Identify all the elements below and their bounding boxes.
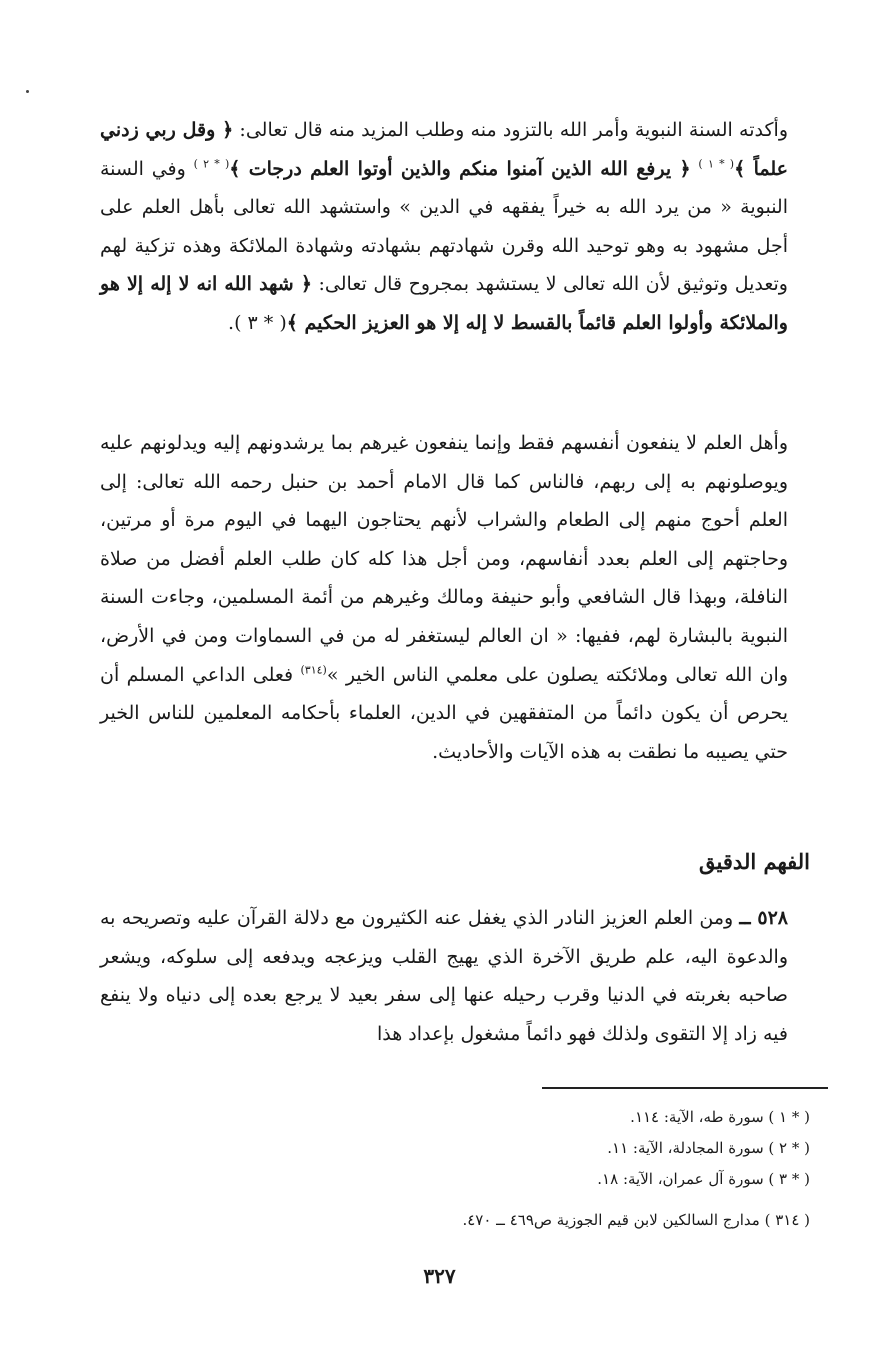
footnote-item: ( * ١ ) سورة طه، الآية: ١١٤. [630,1108,810,1126]
footnote-item: ( * ٢ ) سورة المجادلة، الآية: ١١. [607,1139,810,1157]
footnote-ref: ( * ١ ) [698,157,735,171]
footnote-item: ( ٣١٤ ) مدارج السالكين لابن قيم الجوزية ص٤٦٩ ــ ٤٧٠. [462,1211,810,1229]
margin-dot [26,90,29,93]
footnote-divider [542,1087,828,1089]
footnotes [100,1102,810,1236]
body-text: وفي السنة النبوية « من يرد الله به خيراً يفقهه في الدين » واستشهد الله تعالى بأهل العلم على أجل مشهود به وهو توحيد الله وقرن شهادتهم بشهادته وشهادة الملائكة وهذه تزكية لهم وتعديل وتوثيق لأن الله تعالى لا يستشهد بمجروح قال تعالى: [100,157,788,296]
body-text: وأكدته السنة النبوية وأمر الله بالتزود منه وطلب المزيد منه قال تعالى: [233,119,788,141]
paragraph-intro [100,111,810,343]
footnote-ref: ( * ٣ ). [228,311,287,334]
section-heading: الفهم الدقيق [699,849,810,874]
quran-verse: ﴿ وقل ربي زدني علماً ﴾ [100,119,788,180]
paragraph-number: ٥٢٨ ــ [739,907,788,929]
body-text: فعلى الداعي المسلم أن يحرص أن يكون دائماً من المتفقهين في الدين، العلماء بأحكامه المعلمين للناس الخير حتي يصيبه ما نطقت به هذه الآيات والأحاديث. [100,663,788,763]
body-text: وأهل العلم لا ينفعون أنفسهم فقط وإنما ينفعون غيرهم بما يرشدونهم إليه ويدلونهم عليه ويوصلونهم به إلى ربهم، فالناس كما قال الامام أحمد بن حنبل رحمه الله تعالى: إلى العلم أحوج منهم إلى الطعام والشراب لأنهم يحتاجون اليهما في اليوم مرة أو مرتين، وحاجتهم إلى العلم بعدد أنفاسهم، ومن أجل هذا كله كان طلب العلم أفضل من صلاة النافلة، وبهذا قال الشافعي وأبو حنيفة ومالك وغيرهم من أئمة المسلمين، وجاءت السنة النبوية بالبشارة لهم، ففيها: « ان العالم ليستغفر له من في السماوات ومن في الأرض، وان الله تعالى وملائكته يصلون على معلمي الناس الخير » [100,432,789,686]
paragraph-numbered [100,899,810,1053]
paragraph-scholars [100,424,810,771]
body-text: ومن العلم العزيز النادر الذي يغفل عنه الكثيرون مع دلالة القرآن عليه وتصريحه به والدعوة اليه، علم طريق الآخرة الذي يهيج القلب ويزعجه ويدفعه إلى سلوكه، ويشعر صاحبه بغربته في الدنيا وقرب رحيله عنها إلى سفر بعيد لا يرجع بعده إلى دنياه ولا ينفع فيه زاد إلا التقوى ولذلك فهو دائماً مشغول بإعداد هذا [100,907,788,1045]
quran-verse: ﴿ شهد الله انه لا إله إلا هو والملائكة وأولوا العلم قائماً بالقسط لا إله إلا هو العزيز الحكيم ﴾ [100,273,788,334]
page-number: ٣٢٧ [423,1264,456,1288]
footnote-ref: ( * ٢ ) [193,157,230,171]
quran-verse: ﴿ يرفع الله الذين آمنوا منكم والذين أوتوا العلم درجات ﴾ [229,157,691,180]
footnote-ref: (٣١٤) [300,663,327,677]
footnote-item: ( * ٣ ) سورة آل عمران، الآية: ١٨. [597,1170,810,1188]
